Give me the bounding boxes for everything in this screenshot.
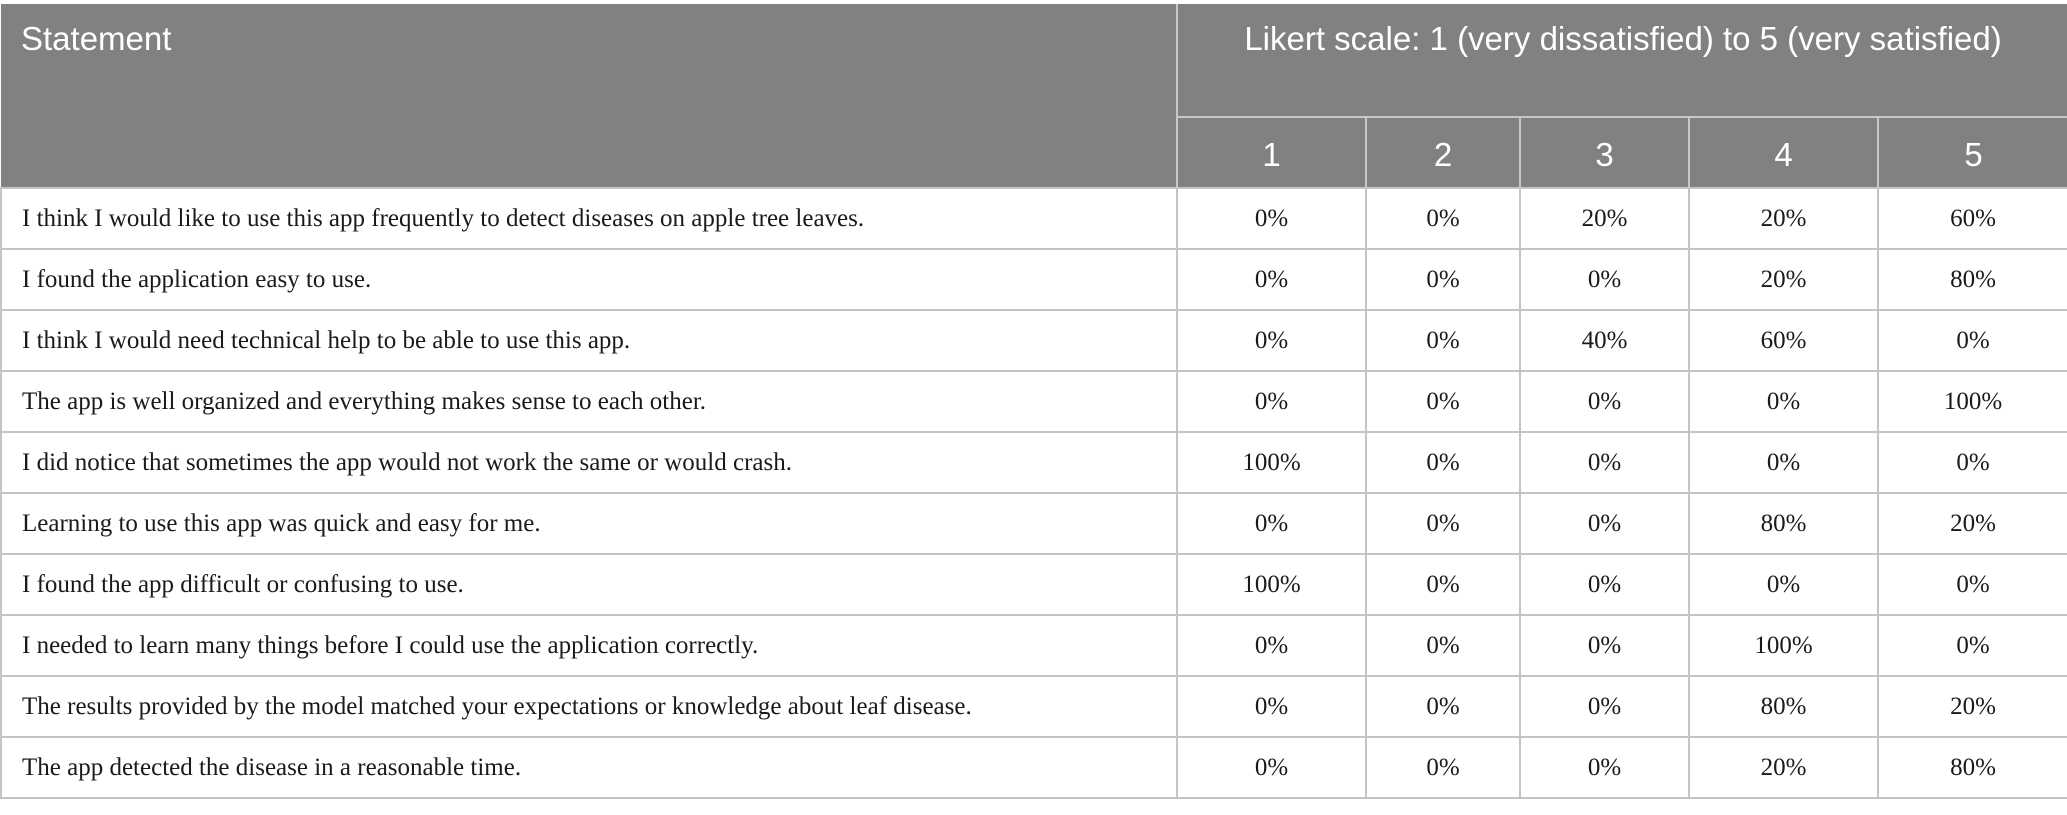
percent-cell-level-4: 60% [1689,310,1878,371]
table-body [1,188,2067,798]
percent-cell-level-3: 0% [1520,493,1689,554]
percent-cell-level-5: 80% [1878,737,2067,798]
percent-cell-level-3: 0% [1520,432,1689,493]
percent-cell-level-1: 0% [1177,737,1366,798]
percent-cell-level-2: 0% [1366,188,1520,249]
table-row [1,371,2067,432]
table-row [1,432,2067,493]
percent-cell-level-3: 0% [1520,371,1689,432]
level-header-4: 4 [1689,117,1878,188]
percent-cell-level-2: 0% [1366,249,1520,310]
table-row [1,554,2067,615]
percent-cell-level-2: 0% [1366,554,1520,615]
percent-cell-level-1: 100% [1177,554,1366,615]
percent-cell-level-1: 0% [1177,676,1366,737]
level-header-5: 5 [1878,117,2067,188]
percent-cell-level-5: 0% [1878,310,2067,371]
percent-cell-level-1: 100% [1177,432,1366,493]
percent-cell-level-4: 20% [1689,188,1878,249]
percent-cell-level-2: 0% [1366,615,1520,676]
percent-cell-level-2: 0% [1366,737,1520,798]
percent-cell-level-2: 0% [1366,371,1520,432]
statement-cell: The app is well organized and everything makes sense to each other. [1,371,1177,432]
percent-cell-level-2: 0% [1366,493,1520,554]
likert-scale-header: Likert scale: 1 (very dissatisfied) to 5 (very satisfied) [1177,4,2067,117]
level-header-3: 3 [1520,117,1689,188]
percent-cell-level-5: 60% [1878,188,2067,249]
table-row [1,676,2067,737]
likert-table-container [0,4,2067,799]
table-row [1,310,2067,371]
header-row-top [1,4,2067,117]
level-header-2: 2 [1366,117,1520,188]
percent-cell-level-1: 0% [1177,493,1366,554]
percent-cell-level-4: 80% [1689,676,1878,737]
percent-cell-level-5: 100% [1878,371,2067,432]
percent-cell-level-5: 20% [1878,493,2067,554]
statement-cell: The results provided by the model matched your expectations or knowledge about leaf disease. [1,676,1177,737]
percent-cell-level-1: 0% [1177,249,1366,310]
percent-cell-level-1: 0% [1177,310,1366,371]
percent-cell-level-2: 0% [1366,676,1520,737]
percent-cell-level-3: 40% [1520,310,1689,371]
percent-cell-level-4: 20% [1689,249,1878,310]
statement-column-header: Statement [1,4,1177,188]
likert-results-table [0,4,2067,799]
percent-cell-level-3: 0% [1520,676,1689,737]
statement-cell: I did notice that sometimes the app would not work the same or would crash. [1,432,1177,493]
percent-cell-level-3: 0% [1520,737,1689,798]
percent-cell-level-4: 0% [1689,554,1878,615]
percent-cell-level-3: 20% [1520,188,1689,249]
percent-cell-level-5: 0% [1878,615,2067,676]
percent-cell-level-4: 100% [1689,615,1878,676]
statement-cell: I found the application easy to use. [1,249,1177,310]
table-row [1,188,2067,249]
level-header-1: 1 [1177,117,1366,188]
percent-cell-level-5: 0% [1878,432,2067,493]
table-row [1,737,2067,798]
table-header [1,4,2067,188]
percent-cell-level-1: 0% [1177,371,1366,432]
table-row [1,493,2067,554]
table-row [1,249,2067,310]
percent-cell-level-5: 0% [1878,554,2067,615]
statement-cell: I think I would like to use this app frequently to detect diseases on apple tree leaves. [1,188,1177,249]
percent-cell-level-4: 80% [1689,493,1878,554]
percent-cell-level-5: 20% [1878,676,2067,737]
percent-cell-level-4: 0% [1689,432,1878,493]
percent-cell-level-1: 0% [1177,615,1366,676]
statement-cell: I found the app difficult or confusing to use. [1,554,1177,615]
statement-cell: Learning to use this app was quick and easy for me. [1,493,1177,554]
statement-cell: The app detected the disease in a reasonable time. [1,737,1177,798]
percent-cell-level-2: 0% [1366,432,1520,493]
percent-cell-level-3: 0% [1520,615,1689,676]
percent-cell-level-3: 0% [1520,249,1689,310]
statement-cell: I needed to learn many things before I could use the application correctly. [1,615,1177,676]
percent-cell-level-3: 0% [1520,554,1689,615]
percent-cell-level-5: 80% [1878,249,2067,310]
statement-cell: I think I would need technical help to be able to use this app. [1,310,1177,371]
table-row [1,615,2067,676]
percent-cell-level-2: 0% [1366,310,1520,371]
percent-cell-level-4: 20% [1689,737,1878,798]
percent-cell-level-1: 0% [1177,188,1366,249]
percent-cell-level-4: 0% [1689,371,1878,432]
